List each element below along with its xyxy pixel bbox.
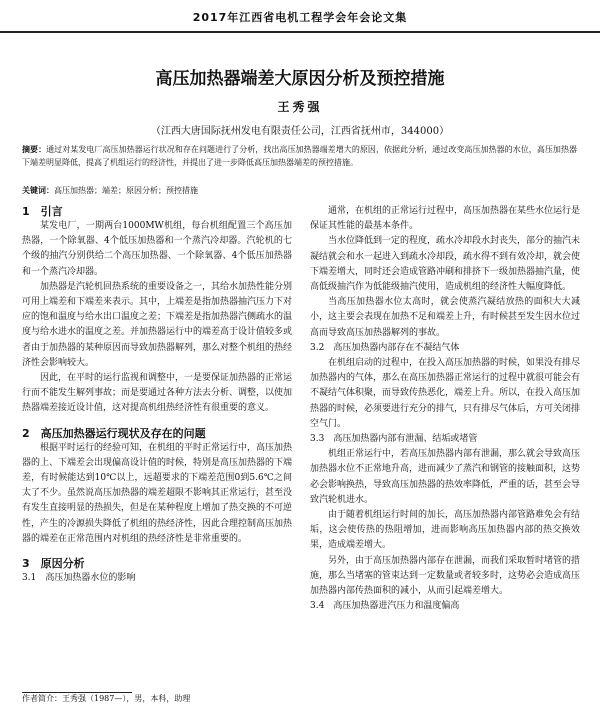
paragraph: 当水位降低到一定的程度，疏水冷却段水封丧失，部分的抽汽未凝结就会和水一起进入到疏水冷却段，疏水得不到有效冷却，就会使下端差增大，同时还会造成管路冲刷和排挤下一级加热器抽汽量，使高低级抽汽作为低能级抽汽使用，造成机组的经济性大幅度降低。: [310, 236, 581, 293]
subsection-heading: 3.1 高压加热器水位的影响: [22, 573, 136, 584]
abstract: [22, 143, 577, 169]
paragraph: 某发电厂，一期两台1000MW机组，每台机组配置三个高压加热器，一个除氧器、4个低压加热器和一个蒸汽冷却器。汽轮机的七个级的抽汽分别供给二个高压加热器、一个除氧器、4个低压加热器和一个蒸汽冷却器。: [22, 221, 292, 277]
abstract-text: 通过对某发电厂高压加热器运行状况和存在问题进行了分析，找出高压加热器端差增大的原因，依据此分析，通过改变高压加热器的水位，高压加热器下端差明显降低，提高了机组运行的经济性，并提出了进一步降低高压加热器端差的预控措施。: [22, 145, 578, 167]
running-header: 2017年江西省电机工程学会年会论文集: [192, 11, 408, 24]
paragraph: 加热器是汽轮机回热系统的重要设备之一，其给水加热性能分别可用上端差和下端差来表示。其中，上端差是指加热器抽汽压力下对应的饱和温度与给水出口温度之差；下端差是指加热器汽侧疏水的温度与给水进水的温度之差。并加热器运行中的端差高于设计值较多或者由于加热器的某种原因而导致加热器解列，那么对整个机组的热经济性会影响较大。: [22, 281, 293, 368]
paragraph: 在机组启动的过程中，在投入高压加热器的时候，如果没有排尽加热器内的气体，那么在高压加热器正常运行的过程中就很可能会有不凝结气体积聚，而导致传热恶化，端差上升。所以，在投入高压加热器的时候，必须要进行充分的排气，只有排尽气体后，方可关闭排空气门。: [310, 358, 581, 429]
right-column: [310, 204, 580, 614]
section-heading-analysis: 3 原因分析: [22, 557, 85, 571]
paragraph: 当高压加热器水位太高时，就会使蒸汽凝结放热的面积大大减小，这主要会表现在加热不足和端差上升，有时候甚至发生因水位过高而导致高压加热器解列的事故。: [310, 297, 581, 338]
paragraph: 通常，在机组的正常运行过程中，高压加热器在某些水位运行是保证其性能的最基本条件。: [310, 206, 581, 232]
affiliation: （江西大唐国际抚州发电有限责任公司，江西省抚州市，344000）: [150, 126, 450, 137]
keywords: [22, 184, 577, 197]
subsection-heading: 3.3 高压加热器内部有泄漏、结垢或堵管: [310, 434, 478, 445]
header-rule: [0, 31, 600, 33]
paragraph: 因此，在平时的运行监视和调整中，一是要保证加热器的正常运行而不能发生解列事故；而是要通过各种方法去分析、调整，以使加热器端差接近设计值，这对提高机组热经济性有很重要的意义。: [22, 373, 293, 414]
abstract-label: 摘要：: [22, 144, 47, 154]
subsection-heading: 3.2 高压加热器内部存在不凝结气体: [310, 342, 460, 353]
paragraph: 另外，由于高压加热器内部存在泄漏，而我们采取暂时堵管的措施，那么当堵塞的管束达到一定数量或者较多时，这势必会造成高压加热器内部传热面积的减小，从而引起端差增大。: [310, 555, 581, 597]
paragraph: 机组正常运行中，若高压加热器内部有泄漏，那么就会导致高压加热器水位不正常地升高，进而减少了蒸汽和钢管的接触面积，这势必会影响换热，导致高压加热器的热效率降低，严重的话，甚至会导致汽轮机进水。: [310, 449, 581, 505]
paragraph: 根据平时运行的经验可知，在机组的平时正常运行中，高压加热器的上、下端差会出现偏高设计值的时候，特别是高压加热器的下端差，有时候能达到10℃以上，远超要求的下端差范围0到5.6℃之间太了不少。虽然说高压加热器的端差超限不影响其正常运行，甚至没有发生直接明显的热损失，但是在某种程度上增加了热交换的不可逆性，产生的冷源损失降低了机组的热经济性，因此合理控制高压加热器的端差在正常范围内对机组的热经济性是非常重要的。: [22, 442, 293, 544]
footnote: 作者简介：王秀强（1987—），男，本科，助理: [22, 694, 191, 703]
paper-title: 高压加热器端差大原因分析及预控措施: [155, 69, 445, 89]
paragraph: 由于随着机组运行时间的加长，高压加热器内部管路难免会有结垢，这会使传热的热阻增加，进而影响高压加热器内部的热交换效果，造成端差增大。: [310, 510, 581, 551]
keywords-label: 关键词：: [22, 185, 54, 195]
section-heading-intro: 1 引言: [22, 205, 63, 218]
subsection-heading: 3.4 高压加热器进汽压力和温度偏高: [310, 601, 460, 612]
left-column: [22, 204, 292, 586]
author-name: 王秀强: [277, 100, 323, 114]
keywords-text: 高压加热器；端差；原因分析；预控措施: [54, 186, 198, 195]
section-heading-status: 2 高压加热器运行现状及存在的问题: [22, 426, 206, 440]
